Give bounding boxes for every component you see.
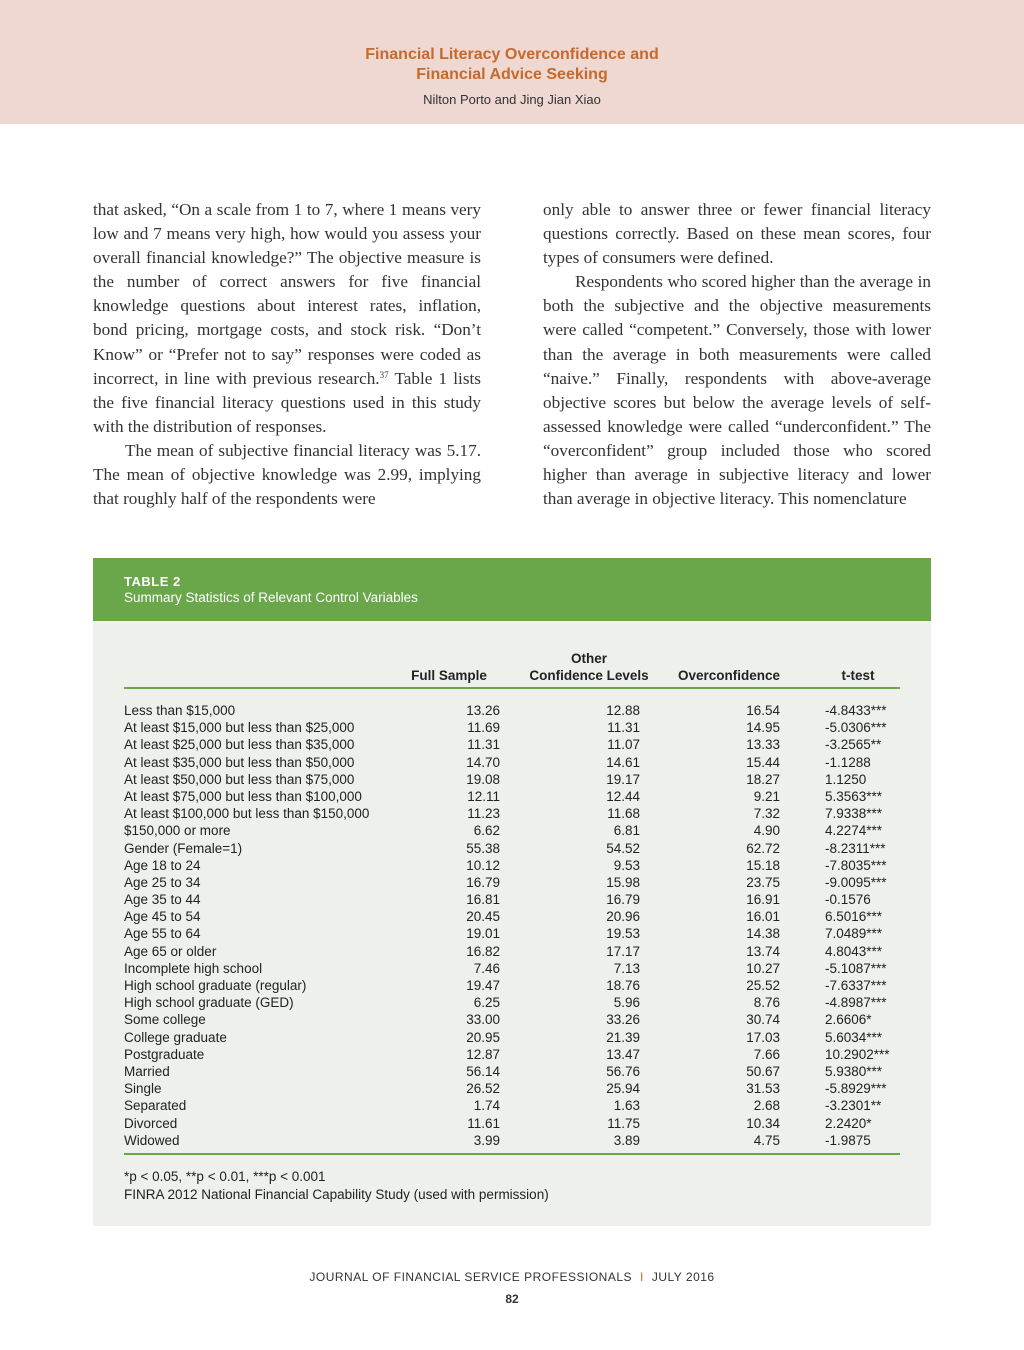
row-label: Married — [124, 1063, 170, 1079]
issue-date: JULY 2016 — [651, 1270, 715, 1284]
cell-other-confidence: 11.07 — [607, 737, 640, 753]
cell-overconfidence: 10.27 — [746, 960, 780, 976]
cell-overconfidence: 4.75 — [753, 1132, 780, 1148]
row-label: Less than $15,000 — [124, 703, 236, 718]
cell-t-test: 5.9380*** — [825, 1063, 883, 1079]
paragraph: only able to answer three or fewer financial literacy questions correctly. Based on these mean scores, four types of consumers were defined. — [543, 200, 931, 268]
page-number: 82 — [505, 1292, 519, 1306]
cell-other-confidence: 15.98 — [606, 874, 640, 890]
cell-t-test: 2.2420* — [825, 1115, 872, 1131]
cell-overconfidence: 10.34 — [746, 1115, 780, 1131]
cell-t-test: -1.1288 — [825, 754, 871, 770]
row-label: Age 18 to 24 — [124, 857, 201, 873]
article-title — [0, 45, 1024, 85]
row-label: High school graduate (regular) — [124, 978, 307, 993]
table-rule-top — [124, 687, 900, 689]
cell-other-confidence: 54.52 — [606, 840, 640, 856]
table-row — [124, 891, 900, 908]
cell-full-sample: 20.45 — [466, 909, 500, 925]
cell-full-sample: 16.81 — [466, 892, 500, 908]
table-row — [124, 822, 900, 839]
table-row — [124, 702, 900, 719]
article-title-line-2: Financial Advice Seeking — [416, 66, 608, 83]
cell-other-confidence: 20.96 — [606, 909, 640, 925]
article-authors: Nilton Porto and Jing Jian Xiao — [423, 92, 601, 107]
cell-overconfidence: 15.18 — [746, 857, 780, 873]
cell-overconfidence: 13.74 — [746, 943, 780, 959]
cell-overconfidence: 14.95 — [746, 720, 780, 736]
cell-t-test: -9.0095*** — [825, 874, 887, 890]
column-header-t-test: t-test — [841, 668, 875, 683]
cell-t-test: 4.8043*** — [825, 943, 883, 959]
row-label: Incomplete high school — [124, 960, 263, 976]
cell-t-test: -5.0306*** — [825, 720, 887, 736]
cell-full-sample: 56.14 — [466, 1063, 500, 1079]
cell-overconfidence: 16.01 — [746, 909, 780, 925]
cell-full-sample: 14.70 — [466, 754, 500, 770]
cell-other-confidence: 33.26 — [606, 1012, 640, 1028]
cell-t-test: -5.1087*** — [825, 960, 887, 976]
cell-t-test: 10.2902*** — [825, 1046, 890, 1062]
summary-statistics-table — [93, 558, 931, 1226]
row-label: At least $100,000 but less than $150,000 — [124, 806, 370, 822]
cell-overconfidence: 31.53 — [746, 1081, 780, 1097]
table-row — [124, 977, 900, 994]
footnote-ref[interactable]: 37 — [379, 369, 389, 380]
table-row — [124, 1115, 900, 1132]
cell-other-confidence: 21.39 — [606, 1029, 640, 1045]
cell-other-confidence: 18.76 — [606, 978, 640, 993]
cell-overconfidence: 7.66 — [753, 1046, 780, 1062]
row-label: At least $25,000 but less than $35,000 — [124, 737, 355, 753]
cell-t-test: 5.3563*** — [825, 788, 883, 804]
cell-overconfidence: 15.44 — [746, 754, 780, 770]
cell-overconfidence: 23.75 — [746, 874, 780, 890]
table-label: TABLE 2 — [124, 574, 181, 589]
cell-full-sample: 33.00 — [466, 1012, 500, 1028]
cell-t-test: 7.0489*** — [825, 926, 883, 942]
cell-other-confidence: 16.79 — [606, 892, 640, 908]
table-row — [124, 943, 900, 960]
cell-other-confidence: 25.94 — [606, 1081, 640, 1097]
table-body — [124, 702, 900, 1149]
table-rule-bottom — [124, 1153, 900, 1155]
page-footer — [0, 1270, 1024, 1284]
row-label: At least $50,000 but less than $75,000 — [124, 771, 355, 787]
cell-t-test: 6.5016*** — [825, 909, 883, 925]
cell-t-test: -3.2301** — [825, 1098, 882, 1114]
cell-full-sample: 12.87 — [466, 1046, 500, 1062]
table-row — [124, 857, 900, 874]
cell-other-confidence: 9.53 — [613, 857, 640, 873]
article-header — [0, 0, 1024, 124]
cell-overconfidence: 17.03 — [746, 1029, 780, 1045]
paragraph: that asked, “On a scale from 1 to 7, where 1 means very low and 7 means very high, how would you assess your overall financial knowledge?” The objective measure is the number of correct answers for five financial knowledge questions about interest rates, inflation, bond pricing, mortgage costs, and stock risk. “Don’t Know” or “Prefer not to say” responses were coded as incorrect, in line with previous research.$^{37}$ Table 1 lists the five financial literacy questions used in this study with the distribution of responses. — [93, 200, 481, 436]
cell-overconfidence: 50.67 — [746, 1063, 780, 1079]
cell-overconfidence: 62.72 — [746, 840, 780, 856]
table-row — [124, 994, 900, 1011]
cell-t-test: 5.6034*** — [825, 1029, 883, 1045]
article-title-line-1: Financial Literacy Overconfidence and — [365, 46, 659, 63]
table-row — [124, 874, 900, 891]
row-label: Age 25 to 34 — [124, 874, 201, 890]
table-row — [124, 1029, 900, 1046]
row-label: Postgraduate — [124, 1046, 205, 1062]
table-caption: Summary Statistics of Relevant Control Variables — [124, 590, 418, 605]
row-label: $150,000 or more — [124, 823, 231, 839]
table-row — [124, 1097, 900, 1114]
footer-separator: I — [640, 1270, 644, 1284]
column-header-other-confidence: Other Confidence Levels — [529, 651, 649, 683]
cell-full-sample: 11.69 — [467, 720, 500, 736]
cell-t-test: -5.8929*** — [825, 1081, 887, 1097]
row-label: At least $75,000 but less than $100,000 — [124, 788, 362, 804]
column-header-overconfidence: Overconfidence — [677, 668, 781, 683]
cell-full-sample: 19.08 — [466, 771, 500, 787]
cell-t-test: 4.2274*** — [825, 823, 883, 839]
cell-full-sample: 3.99 — [473, 1132, 500, 1148]
row-label: Widowed — [124, 1132, 180, 1148]
cell-overconfidence: 8.76 — [753, 995, 780, 1011]
significance-note: *p < 0.05, **p < 0.01, ***p < 0.001 — [124, 1169, 326, 1184]
cell-full-sample: 16.82 — [466, 943, 500, 959]
cell-t-test: 1.1250 — [825, 771, 867, 787]
cell-other-confidence: 14.61 — [606, 754, 640, 770]
cell-overconfidence: 18.27 — [746, 771, 780, 787]
cell-full-sample: 19.01 — [466, 926, 500, 942]
cell-other-confidence: 6.81 — [613, 823, 640, 839]
cell-full-sample: 13.26 — [466, 703, 500, 718]
table-row — [124, 1011, 900, 1028]
row-label: Age 55 to 64 — [124, 926, 201, 942]
cell-full-sample: 1.74 — [473, 1098, 500, 1114]
cell-full-sample: 10.12 — [466, 857, 500, 873]
cell-full-sample: 12.11 — [467, 788, 500, 804]
cell-t-test: -4.8987*** — [825, 995, 887, 1011]
cell-t-test: -3.2565** — [825, 737, 882, 753]
row-label: High school graduate (GED) — [124, 995, 294, 1011]
row-label: Divorced — [124, 1115, 178, 1131]
cell-other-confidence: 1.63 — [613, 1098, 640, 1114]
body-column-right — [543, 198, 931, 511]
table-row — [124, 771, 900, 788]
body-column-left — [93, 198, 481, 511]
cell-other-confidence: 19.53 — [606, 926, 640, 942]
table-row — [124, 736, 900, 753]
table-row — [124, 960, 900, 977]
cell-t-test: 2.6606* — [825, 1012, 872, 1028]
cell-other-confidence: 19.17 — [606, 771, 640, 787]
cell-full-sample: 11.23 — [467, 806, 500, 822]
row-label: College graduate — [124, 1029, 227, 1045]
cell-t-test: -7.8035*** — [825, 857, 887, 873]
cell-full-sample: 11.61 — [467, 1115, 500, 1131]
table-row — [124, 719, 900, 736]
cell-other-confidence: 7.13 — [613, 960, 640, 976]
cell-other-confidence: 11.75 — [607, 1115, 640, 1131]
cell-t-test: -1.9875 — [825, 1132, 871, 1148]
table-row — [124, 754, 900, 771]
cell-other-confidence: 13.47 — [606, 1046, 640, 1062]
table-row — [124, 805, 900, 822]
table-row — [124, 1080, 900, 1097]
cell-other-confidence: 17.17 — [606, 943, 640, 959]
source-note: FINRA 2012 National Financial Capability Study (used with permission) — [124, 1186, 549, 1202]
cell-overconfidence: 14.38 — [746, 926, 780, 942]
table-row — [124, 840, 900, 857]
row-label: Age 35 to 44 — [124, 892, 201, 908]
cell-t-test: -8.2311*** — [825, 840, 886, 856]
cell-full-sample: 11.31 — [467, 737, 500, 753]
row-label: At least $15,000 but less than $25,000 — [124, 720, 355, 736]
cell-overconfidence: 25.52 — [746, 978, 780, 993]
cell-full-sample: 6.62 — [473, 823, 500, 839]
table-header-band — [93, 558, 931, 621]
table-row — [124, 1063, 900, 1080]
row-label: Some college — [124, 1012, 206, 1028]
cell-other-confidence: 3.89 — [613, 1132, 640, 1148]
cell-overconfidence: 13.33 — [746, 737, 780, 753]
cell-overconfidence: 9.21 — [753, 788, 780, 804]
row-label: Age 45 to 54 — [124, 909, 201, 925]
cell-full-sample: 26.52 — [466, 1081, 500, 1097]
cell-t-test: -0.1576 — [825, 892, 871, 908]
cell-overconfidence: 7.32 — [753, 806, 780, 822]
cell-overconfidence: 16.54 — [746, 703, 780, 718]
row-label: Separated — [124, 1098, 187, 1114]
cell-full-sample: 7.46 — [473, 960, 500, 976]
journal-name: JOURNAL OF FINANCIAL SERVICE PROFESSIONALS — [309, 1270, 632, 1284]
table-row — [124, 1046, 900, 1063]
cell-other-confidence: 12.44 — [606, 788, 640, 804]
cell-overconfidence: 30.74 — [746, 1012, 780, 1028]
cell-t-test: 7.9338*** — [825, 806, 883, 822]
cell-full-sample: 6.25 — [473, 995, 500, 1011]
cell-other-confidence: 11.68 — [607, 806, 640, 822]
paragraph: Respondents who scored higher than the average in both the subjective and the objective measurements were called “competent.” Conversely, those with lower than the average in both measurements were called “naive.” Finally, respondents with above-average objective scores but below the average levels of self-assessed knowledge were called “underconfident.” The “overconfident” group included those who scored higher than average in subjective literacy and lower than average in objective literacy. This nomenclature — [543, 272, 931, 509]
column-header-full-sample: Full Sample — [411, 668, 487, 683]
cell-other-confidence: 56.76 — [606, 1063, 640, 1079]
row-label: Single — [124, 1081, 162, 1097]
row-label: At least $35,000 but less than $50,000 — [124, 754, 355, 770]
table-row — [124, 788, 900, 805]
cell-t-test: -7.6337*** — [825, 978, 887, 993]
row-label: Gender (Female=1) — [124, 840, 243, 856]
cell-overconfidence: 16.91 — [746, 892, 780, 908]
cell-t-test: -4.8433*** — [825, 703, 887, 718]
cell-full-sample: 19.47 — [466, 978, 500, 993]
cell-overconfidence: 2.68 — [753, 1098, 780, 1114]
cell-other-confidence: 5.96 — [613, 995, 640, 1011]
cell-full-sample: 55.38 — [466, 840, 500, 856]
table-notes — [124, 1168, 549, 1203]
cell-other-confidence: 12.88 — [606, 703, 640, 718]
cell-other-confidence: 11.31 — [607, 720, 640, 736]
table-row — [124, 1132, 900, 1149]
table-row — [124, 908, 900, 925]
cell-full-sample: 16.79 — [466, 874, 500, 890]
row-label: Age 65 or older — [124, 943, 217, 959]
paragraph: The mean of subjective financial literacy was 5.17. The mean of objective knowledge was 2.99, implying that roughly half of the respondents were — [93, 440, 481, 509]
cell-full-sample: 20.95 — [466, 1029, 500, 1045]
cell-overconfidence: 4.90 — [753, 823, 780, 839]
table-row — [124, 925, 900, 942]
